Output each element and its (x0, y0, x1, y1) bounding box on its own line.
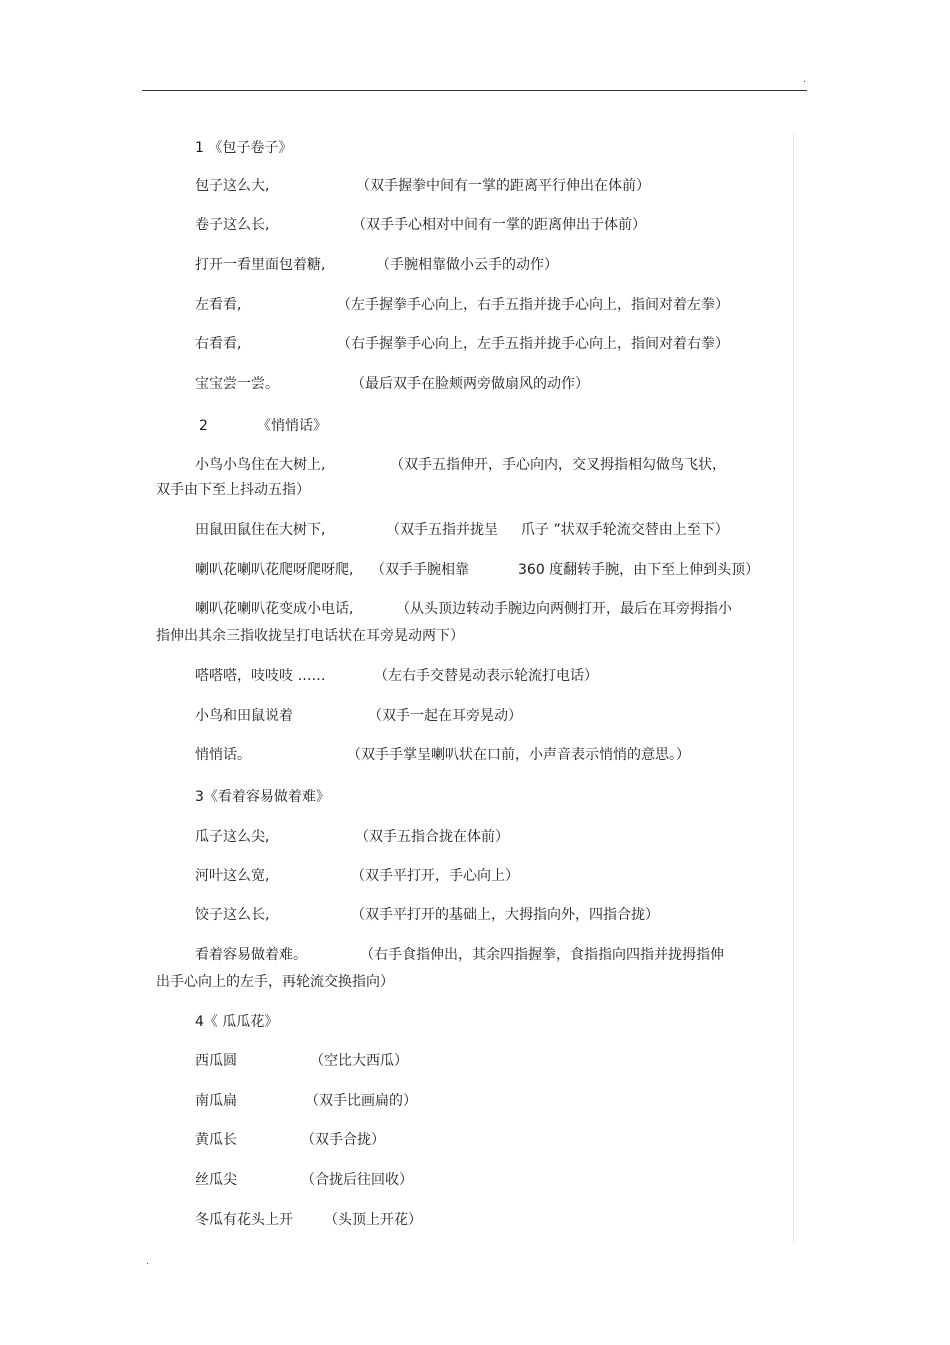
action-note: （双手合拢） (301, 1132, 385, 1148)
verse-line: 悄悄话。 (195, 747, 251, 763)
action-note: （双手平打开，手心向上） (351, 868, 519, 884)
verse-line: 田鼠田鼠住在大树下, (195, 522, 326, 538)
verse-line: 打开一看里面包着糖, (195, 257, 326, 273)
verse-line: 冬瓜有花头上开 (195, 1212, 293, 1228)
action-note: （合拢后往回收） (301, 1172, 413, 1188)
action-note: （双手五指合拢在体前） (355, 829, 509, 845)
action-note: （双手握拳中间有一掌的距离平行伸出在体前） (356, 178, 650, 194)
action-note-continued: 指伸出其余三指收拢呈打电话状在耳旁晃动两下） (156, 628, 464, 644)
action-note: （空比大西瓜） (310, 1053, 408, 1069)
verse-line: 西瓜圆 (195, 1053, 237, 1069)
verse-line: 喇叭花喇叭花爬呀爬呀爬, (195, 562, 354, 578)
section-title: 《悄悄话》 (257, 418, 327, 434)
header-dot: . (803, 74, 807, 85)
section-title: 3《看着容易做着难》 (195, 789, 330, 805)
section-title: 4《 瓜瓜花》 (195, 1014, 279, 1030)
verse-line: 右看看, (195, 336, 242, 352)
action-note: （双手一起在耳旁晃动） (368, 708, 522, 724)
verse-line: 小鸟小鸟住在大树上, (195, 457, 326, 473)
action-note: （左右手交替晃动表示轮流打电话） (374, 668, 598, 684)
verse-line: 南瓜扁 (195, 1093, 237, 1109)
action-note-part: 360 度翻转手腕，由下至上伸到头顶） (518, 562, 760, 578)
verse-line: 河叶这么宽, (195, 868, 270, 884)
section-number: 2 (199, 418, 208, 434)
section-title: 1 《包子卷子》 (195, 140, 293, 156)
margin-rule (793, 134, 794, 1242)
action-note-part: 爪子 ”状双手轮流交替由上至下） (521, 522, 729, 538)
action-note: （双手手腕相靠 (371, 562, 469, 578)
action-note-continued: 双手由下至上抖动五指） (156, 482, 310, 498)
action-note: （双手手掌呈喇叭状在口前，小声音表示悄悄的意思。） (347, 747, 690, 763)
action-note: （从头顶边转动手腕边向两侧打开，最后在耳旁拇指小 (396, 601, 732, 617)
header-rule (142, 90, 807, 91)
action-note: （双手比画扁的） (305, 1093, 417, 1109)
action-note: （头顶上开花） (324, 1212, 422, 1228)
verse-line: 喇叭花喇叭花变成小电话, (195, 601, 354, 617)
verse-line: 丝瓜尖 (195, 1172, 237, 1188)
verse-line: 黄瓜长 (195, 1132, 237, 1148)
action-note: （双手平打开的基础上，大拇指向外，四指合拢） (351, 907, 659, 923)
verse-line: 饺子这么长, (195, 907, 270, 923)
verse-line: 看着容易做着难。 (195, 947, 307, 963)
action-note: （手腕相靠做小云手的动作） (376, 257, 558, 273)
action-note: （左手握拳手心向上，右手五指并拢手心向上，指间对着左拳） (337, 297, 729, 313)
verse-line: 瓜子这么尖, (195, 829, 270, 845)
action-note: （右手握拳手心向上，左手五指并拢手心向上，指间对着右拳） (337, 336, 729, 352)
verse-line: 嗒嗒嗒，吱吱吱 …… (195, 668, 326, 684)
verse-line: 卷子这么长, (195, 217, 270, 233)
footer-dot: . (146, 1256, 150, 1267)
verse-line: 左看看, (195, 297, 242, 313)
action-note: （右手食指伸出，其余四指握拳，食指指向四指并拢拇指伸 (360, 947, 724, 963)
action-note-continued: 出手心向上的左手，再轮流交换指向） (156, 974, 394, 990)
action-note: （双手五指并拢呈 (386, 522, 498, 538)
action-note: （双手五指伸开，手心向内，交叉拇指相勾做鸟飞状， (390, 457, 726, 473)
verse-line: 小鸟和田鼠说着 (195, 708, 293, 724)
verse-line: 包子这么大, (195, 178, 270, 194)
verse-line: 宝宝尝一尝。 (195, 376, 279, 392)
action-note: （双手手心相对中间有一掌的距离伸出于体前） (352, 217, 646, 233)
action-note: （最后双手在脸颊两旁做扇风的动作） (351, 376, 589, 392)
